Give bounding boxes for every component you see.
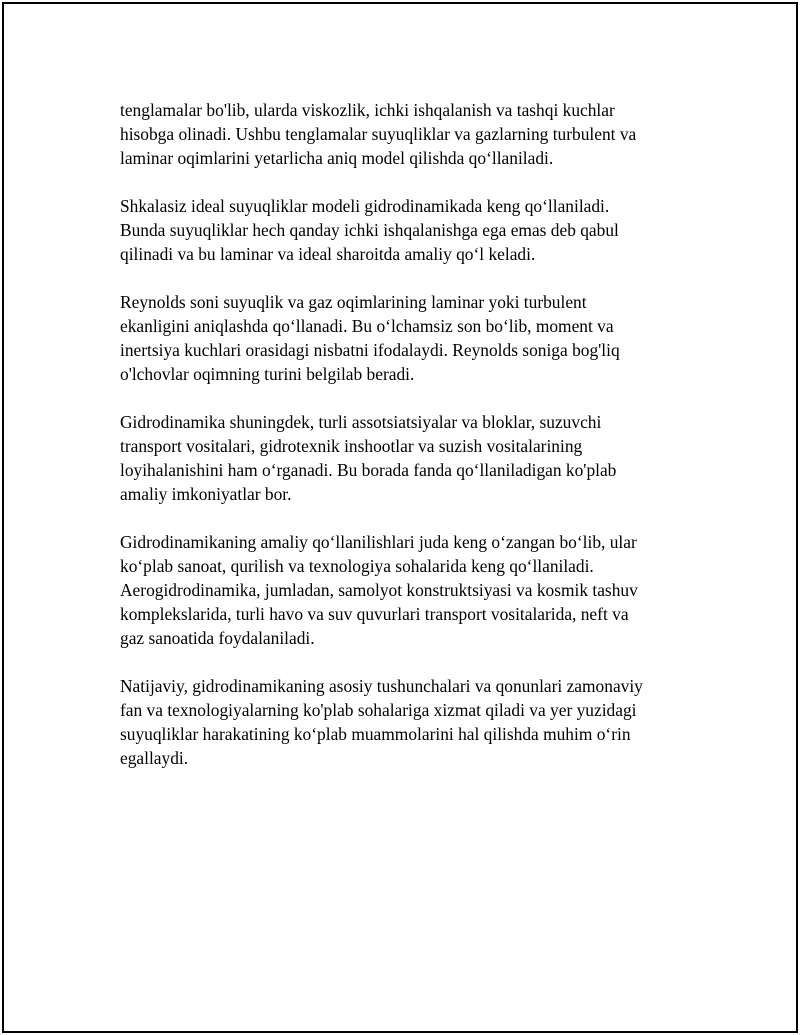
text-line: suyuqliklar harakatining koʻplab muammolarini hal qilishda muhim oʻrin [120, 724, 631, 744]
text-line: loyihalanishini ham oʻrganadi. Bu borada fanda qoʻllaniladigan ko'plab [120, 460, 617, 480]
text-line: Gidrodinamika shuningdek, turli assotsiatsiyalar va bloklar, suzuvchi [120, 412, 602, 432]
paragraph-5 [120, 530, 700, 650]
text-line: tenglamalar bo'lib, ularda viskozlik, ichki ishqalanish va tashqi kuchlar [120, 100, 615, 120]
document-body [120, 98, 700, 794]
text-line: hisobga olinadi. Ushbu tenglamalar suyuqliklar va gazlarning turbulent va [120, 124, 637, 144]
text-line: fan va texnologiyalarning ko'plab sohalariga xizmat qiladi va yer yuzidagi [120, 700, 637, 720]
paragraph-6 [120, 674, 700, 770]
paragraph-3 [120, 290, 700, 386]
text-line: Aerogidrodinamika, jumladan, samolyot konstruktsiyasi va kosmik tashuv [120, 580, 638, 600]
text-line: o'lchovlar oqimning turini belgilab beradi. [120, 364, 415, 384]
text-line: Reynolds soni suyuqlik va gaz oqimlarining laminar yoki turbulent [120, 292, 587, 312]
text-line: komplekslarida, turli havo va suv quvurlari transport vositalarida, neft va [120, 604, 629, 624]
text-line: Shkalasiz ideal suyuqliklar modeli gidrodinamikada keng qoʻllaniladi. [120, 196, 610, 216]
text-line: Bunda suyuqliklar hech qanday ichki ishqalanishga ega emas deb qabul [120, 220, 619, 240]
text-line: gaz sanoatida foydalaniladi. [120, 628, 315, 648]
text-line: egallaydi. [120, 748, 189, 768]
text-line: Gidrodinamikaning amaliy qoʻllanilishlari juda keng oʻzangan boʻlib, ular [120, 532, 637, 552]
text-line: amaliy imkoniyatlar bor. [120, 484, 292, 504]
text-line: transport vositalari, gidrotexnik inshootlar va suzish vositalarining [120, 436, 583, 456]
text-line: laminar oqimlarini yetarlicha aniq model qilishda qoʻllaniladi. [120, 148, 554, 168]
paragraph-4 [120, 410, 700, 506]
text-line: koʻplab sanoat, qurilish va texnologiya sohalarida keng qoʻllaniladi. [120, 556, 594, 576]
page-frame [2, 2, 798, 1033]
text-line: inertsiya kuchlari orasidagi nisbatni ifodalaydi. Reynolds soniga bog'liq [120, 340, 620, 360]
text-line: qilinadi va bu laminar va ideal sharoitda amaliy qoʻl keladi. [120, 244, 536, 264]
paragraph-1 [120, 98, 700, 170]
text-line: Natijaviy, gidrodinamikaning asosiy tushunchalari va qonunlari zamonaviy [120, 676, 643, 696]
text-line: ekanligini aniqlashda qoʻllanadi. Bu oʻlchamsiz son boʻlib, moment va [120, 316, 614, 336]
paragraph-2 [120, 194, 700, 266]
